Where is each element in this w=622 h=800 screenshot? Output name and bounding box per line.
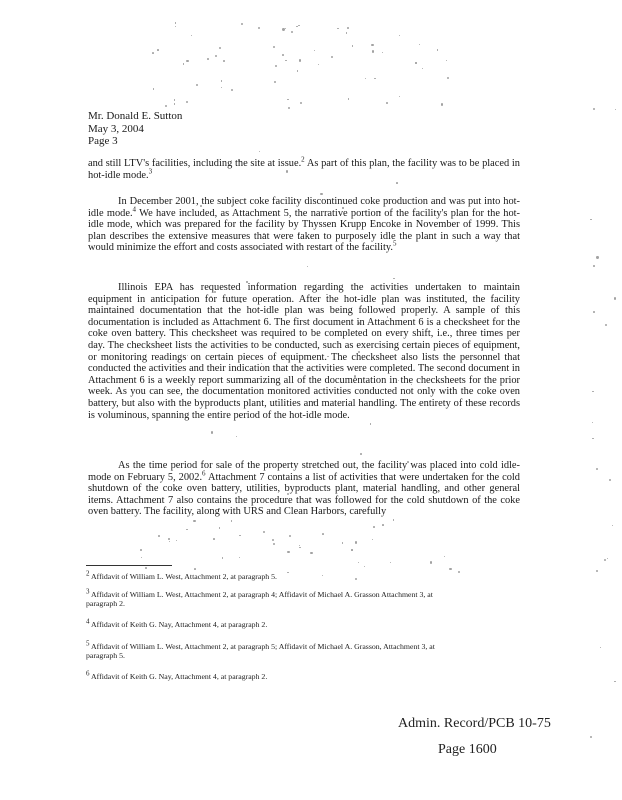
scan-speckle xyxy=(593,108,595,110)
recipient-name: Mr. Donald E. Sutton xyxy=(88,110,183,122)
scan-speckle xyxy=(145,567,147,569)
scan-speckle xyxy=(447,77,449,79)
scan-speckle xyxy=(299,59,301,61)
scan-speckle xyxy=(347,27,349,29)
scan-speckle xyxy=(223,60,225,62)
scan-speckle xyxy=(222,557,224,559)
footnote-ref: 3 xyxy=(148,167,153,176)
scan-speckle xyxy=(596,468,598,470)
scan-speckle xyxy=(263,531,265,533)
scan-speckle xyxy=(393,519,395,521)
scan-speckle xyxy=(596,256,598,258)
scan-speckle xyxy=(168,538,170,540)
scan-speckle xyxy=(437,49,439,51)
scan-speckle xyxy=(351,549,352,550)
scan-speckle xyxy=(165,105,167,107)
scan-speckle xyxy=(141,557,142,558)
admin-record-stamp: Admin. Record/PCB 10-75 xyxy=(398,716,551,731)
scan-speckle xyxy=(600,647,601,648)
scan-speckle xyxy=(186,60,188,62)
scan-speckle xyxy=(422,68,424,70)
paragraph-4 xyxy=(88,460,520,518)
footnote-number: 4 xyxy=(86,617,90,626)
scan-speckle xyxy=(169,541,170,542)
footnote-text: Affidavit of William L. West, Attachment 2, at paragraph 5. xyxy=(91,572,277,581)
scan-speckle xyxy=(221,87,222,88)
scan-speckle xyxy=(282,28,284,30)
letter-header xyxy=(88,110,182,148)
scan-speckle xyxy=(153,88,155,90)
scan-speckle xyxy=(393,278,394,279)
footnote-text: Affidavit of William L. West, Attachment 2, at paragraph 5; Affidavit of Michael A. Grasson, Attachment 3, at paragraph 5. xyxy=(86,642,435,660)
scan-speckle xyxy=(297,70,298,71)
scan-speckle xyxy=(193,520,195,522)
scan-speckle xyxy=(219,527,220,528)
scan-speckle xyxy=(300,102,302,104)
footnote-text: Affidavit of Keith G. Nay, Attachment 4, at paragraph 2. xyxy=(91,620,268,629)
scan-speckle xyxy=(386,102,388,104)
scan-speckle xyxy=(348,98,349,99)
scan-speckle xyxy=(194,568,196,570)
scan-speckle xyxy=(372,539,373,540)
scan-speckle xyxy=(592,438,593,439)
scan-speckle xyxy=(370,423,371,424)
scan-speckle xyxy=(609,479,611,481)
scan-speckle xyxy=(158,535,160,537)
footnote-3 xyxy=(86,587,466,608)
scan-speckle xyxy=(371,44,373,46)
paragraph-text: As the time period for sale of the property stretched out, the facility was placed into cold idle-mode on February 5, 2002. xyxy=(88,460,520,483)
scan-speckle xyxy=(446,60,447,61)
paragraph-text: and still LTV's facilities, including the site at issue. xyxy=(88,158,302,169)
scan-speckle xyxy=(615,109,616,110)
scan-speckle xyxy=(590,219,591,220)
scan-speckle xyxy=(291,31,293,33)
scan-speckle xyxy=(310,552,312,554)
scan-speckle xyxy=(382,524,384,526)
scan-speckle xyxy=(275,65,277,67)
scan-speckle xyxy=(213,538,215,540)
scan-speckle xyxy=(296,26,298,28)
scan-speckle xyxy=(186,529,187,530)
scan-speckle xyxy=(174,103,175,104)
footnote-number: 5 xyxy=(86,639,90,648)
scan-speckle xyxy=(396,182,398,184)
scan-speckle xyxy=(342,542,343,543)
footnote-2 xyxy=(86,569,466,581)
scan-speckle xyxy=(239,535,241,537)
scan-speckle xyxy=(365,78,366,79)
scan-speckle xyxy=(441,103,443,105)
footnote-ref: 4 xyxy=(132,205,137,214)
scan-speckle xyxy=(152,52,154,54)
paragraph-text: In December 2001, the subject coke facility discontinued coke production and was put into hot-idle mode. xyxy=(88,196,520,219)
footnote-number: 6 xyxy=(86,669,90,678)
scan-speckle xyxy=(373,526,375,528)
scan-speckle xyxy=(318,64,319,65)
scan-speckle xyxy=(288,107,290,109)
record-page-number: Page 1600 xyxy=(438,742,497,757)
scan-speckle xyxy=(285,28,286,29)
scan-speckle xyxy=(593,265,595,267)
scan-speckle xyxy=(219,47,221,49)
scan-speckle xyxy=(274,81,276,83)
scan-speckle xyxy=(289,535,291,537)
scan-speckle xyxy=(320,193,322,195)
paragraph-text: We have included, as Attachment 5, the narrative portion of the facility's plan for the hot-idle mode, which was prepared for the facility by Thyssen Krupp Encoke in November of 1999. This plan describes the extensive measures that were taken to purposely idle the plant in such a way that would minimize the effort and costs associated with restart of the facility. xyxy=(88,207,520,254)
paragraph-3 xyxy=(88,282,520,421)
scan-speckle xyxy=(236,436,237,437)
scan-speckle xyxy=(176,540,177,541)
paragraph-text: Illinois EPA has requested information regarding the activities undertaken to maintain equipment in anticipation for future operation. After the hot-idle plan was instituted, the facility maintained documentation that the hot-idle plan was being followed properly. A sample of this documentation is included as Attachment 6. The first document in Attachment 6 is a checksheet for the coke oven battery. This checksheet was required to be completed on every shift, i.e., three times per day. The checksheet lists the activities to be conducted, such as exercising certain pieces of equipment, or monitoring readings on certain pieces of equipment. The checksheet also lists the personnel that conducted the activities and their indication that the activities were completed. The second document in Attachment 6 is a weekly report summarizing all of the documentation in the checksheets for the prior week. As you can see, the documentation monitored activities conducted not only with the coke oven battery, but also with the byproducts plant, utilities and material handling. The entirety of these records is voluminous, spanning the entire period of the hot-idle mode. xyxy=(88,282,520,421)
scan-speckle xyxy=(358,562,359,563)
footnote-5 xyxy=(86,639,466,660)
scan-speckle xyxy=(592,422,593,423)
scan-speckle xyxy=(374,78,376,80)
letter-date: May 3, 2004 xyxy=(88,122,144,135)
scan-speckle xyxy=(390,562,391,563)
scan-speckle xyxy=(211,431,213,433)
scan-speckle xyxy=(259,151,260,152)
scan-speckle xyxy=(183,63,185,65)
scan-speckle xyxy=(337,28,339,30)
scan-speckle xyxy=(273,46,275,48)
scan-speckle xyxy=(399,35,400,36)
scan-speckle xyxy=(604,559,606,561)
footnote-number: 2 xyxy=(86,569,90,578)
scan-speckle xyxy=(285,60,286,61)
footnote-text: Affidavit of Keith G. Nay, Attachment 4, at paragraph 2. xyxy=(91,672,268,681)
scan-speckle xyxy=(287,551,289,553)
scan-speckle xyxy=(355,541,357,543)
footnote-text: Affidavit of William L. West, Attachment 2, at paragraph 4; Affidavit of Michael A. Grasson Attachment 3, at paragraph 2. xyxy=(86,590,433,608)
footnote-6 xyxy=(86,669,466,681)
scan-speckle xyxy=(590,736,592,738)
scan-speckle xyxy=(314,50,315,51)
scan-speckle xyxy=(186,101,188,103)
scan-speckle xyxy=(449,568,451,570)
scan-speckle xyxy=(299,547,301,549)
scan-speckle xyxy=(592,391,594,393)
scan-speckle xyxy=(191,35,192,36)
scan-speckle xyxy=(322,533,324,535)
scan-speckle xyxy=(360,453,362,455)
scan-speckle xyxy=(140,549,142,551)
scan-speckle xyxy=(258,27,260,29)
scan-speckle xyxy=(196,84,198,86)
scan-speckle xyxy=(331,56,333,58)
scan-speckle xyxy=(307,266,308,267)
scan-speckle xyxy=(298,25,299,26)
scan-speckle xyxy=(419,44,420,45)
scan-speckle xyxy=(605,324,607,326)
scan-speckle xyxy=(175,26,176,27)
footnote-number: 3 xyxy=(86,587,90,596)
scan-speckle xyxy=(272,539,274,541)
scan-speckle xyxy=(593,311,595,313)
footnote-ref: 5 xyxy=(393,239,397,248)
scan-speckle xyxy=(372,50,374,52)
page-label: Page 3 xyxy=(88,135,118,147)
scan-speckle xyxy=(215,55,217,57)
footnote-ref: 2 xyxy=(301,155,305,164)
scan-speckle xyxy=(614,681,615,682)
footnote-ref: 6 xyxy=(202,469,206,478)
scan-speckle xyxy=(239,557,240,558)
scan-speckle xyxy=(430,561,432,563)
scan-speckle xyxy=(287,99,289,101)
footnote-4 xyxy=(86,617,466,629)
scan-speckle xyxy=(614,297,616,299)
scan-speckle xyxy=(607,558,608,559)
scan-speckle xyxy=(364,566,365,567)
scan-speckle xyxy=(174,99,176,101)
scan-speckle xyxy=(221,80,222,81)
scan-speckle xyxy=(399,96,400,97)
scan-speckle xyxy=(231,520,233,522)
scan-speckle xyxy=(612,525,613,526)
scan-speckle xyxy=(273,543,275,545)
scan-speckle xyxy=(157,49,159,51)
scan-speckle xyxy=(282,54,284,56)
scan-speckle xyxy=(346,32,347,33)
scan-speckle xyxy=(382,52,384,54)
scan-speckle xyxy=(175,22,177,24)
footnote-divider xyxy=(86,565,172,566)
scan-speckle xyxy=(231,89,233,91)
paragraph-1 xyxy=(88,155,521,181)
scan-speckle xyxy=(352,45,353,46)
scan-speckle xyxy=(596,570,598,572)
paragraph-2 xyxy=(88,196,520,254)
scan-speckle xyxy=(207,58,209,60)
paragraph-text: Attachment 7 contains a list of activities that were undertaken for the cold shutdown of the coke oven battery, utilities, byproducts plant, material handling, and other general items. Attachment 7 also contains the procedure that was followed for the cold shutdown of the coke oven battery. The facility, along with URS and Clean Harbors, carefully xyxy=(88,471,520,518)
paragraph-text: As part of this plan, the facility was to be placed in hot-idle mode. xyxy=(88,158,521,181)
scan-speckle xyxy=(415,62,416,63)
scan-speckle xyxy=(444,556,445,557)
scan-speckle xyxy=(241,23,243,25)
